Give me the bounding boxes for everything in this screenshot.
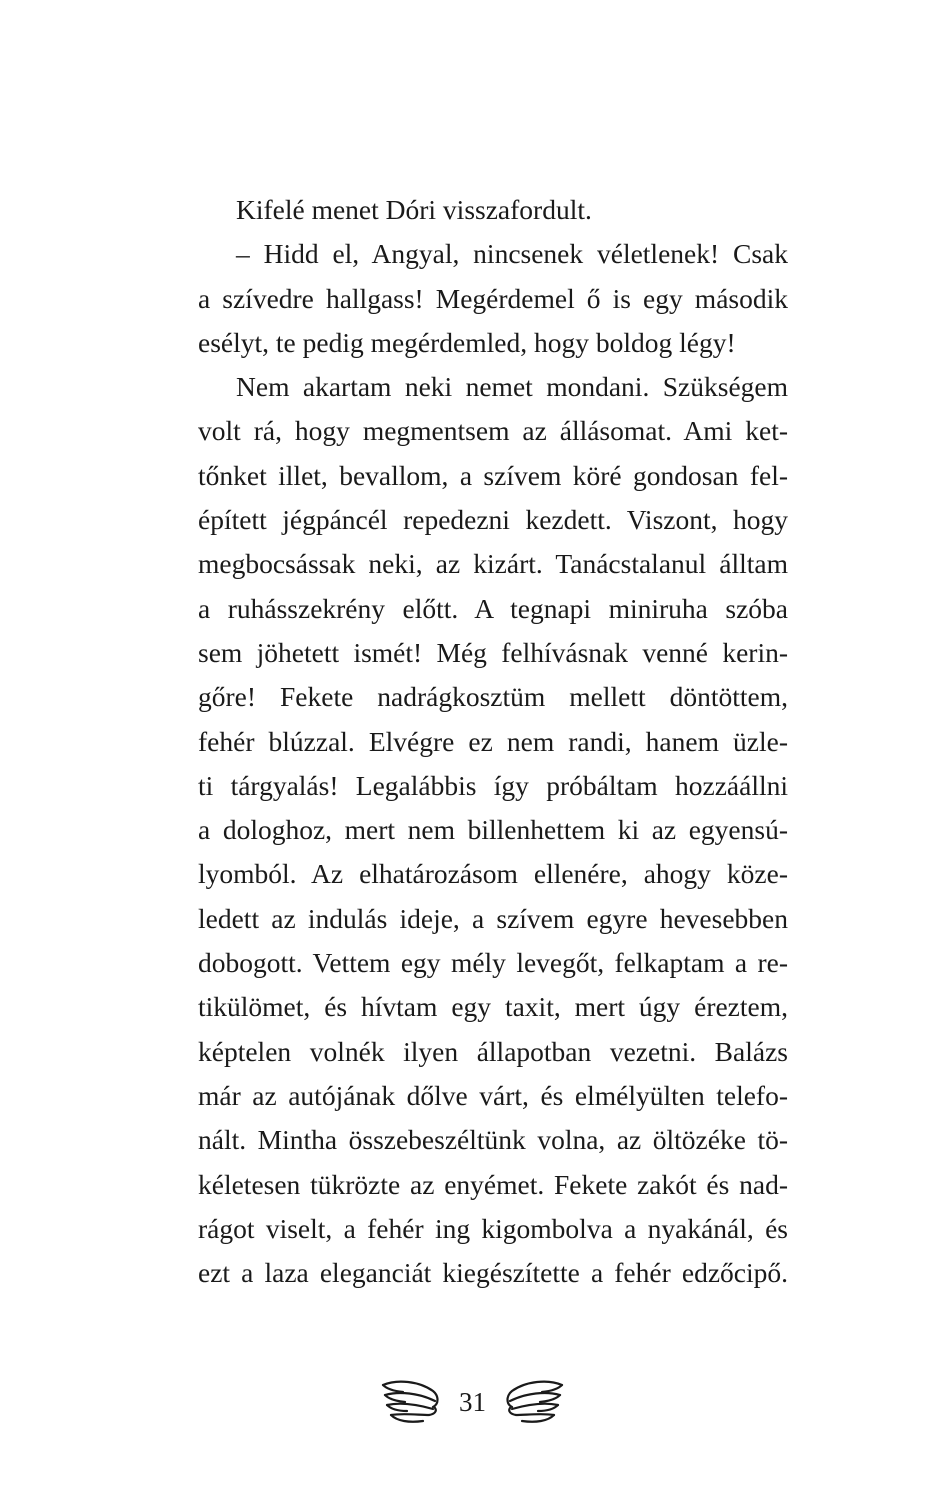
paragraph: [198, 232, 788, 365]
left-wing-icon: [379, 1377, 443, 1427]
paragraph: [198, 188, 788, 232]
page-body: [198, 188, 788, 1295]
right-wing-icon: [502, 1377, 566, 1427]
text-line: tőnket illet, bevallom, a szívem köré gondosan fel-: [198, 459, 788, 491]
page-number: 31: [459, 1386, 486, 1417]
text-line: képtelen volnék ilyen állapotban vezetni. Balázs: [198, 1035, 788, 1067]
text-line: ezt a laza eleganciát kiegészítette a fehér edzőcipő.: [198, 1257, 788, 1289]
text-line: ledett az indulás ideje, a szívem egyre hevesebben: [198, 902, 788, 934]
text-line: fehér blúzzal. Elvégre ez nem randi, hanem üzle-: [198, 725, 788, 757]
page-footer: [0, 1372, 945, 1432]
text-line: dobogott. Vettem egy mély levegőt, felkaptam a re-: [198, 947, 788, 979]
text-line: Nem akartam neki nemet mondani. Szükségem: [236, 371, 788, 403]
paragraph: [198, 365, 788, 1295]
text-line: nált. Mintha összebeszéltünk volna, az öltözéke tö-: [198, 1124, 788, 1156]
text-line: megbocsássak neki, az kizárt. Tanácstalanul álltam: [198, 548, 788, 580]
text-line: rágot viselt, a fehér ing kigombolva a nyakánál, és: [198, 1212, 788, 1244]
text-line: volt rá, hogy megmentsem az állásomat. Ami ket-: [198, 415, 788, 447]
text-line: lyomból. Az elhatározásom ellenére, ahogy köze-: [198, 858, 788, 890]
text-line: a ruhásszekrény előtt. A tegnapi miniruha szóba: [198, 592, 788, 624]
text-line: a dologhoz, mert nem billenhettem ki az egyensú-: [198, 814, 788, 846]
text-line: ti tárgyalás! Legalábbis így próbáltam hozzáállni: [198, 769, 788, 801]
text-line: – Hidd el, Angyal, nincsenek véletlenek! Csak: [236, 238, 788, 270]
text-line: gőre! Fekete nadrágkosztüm mellett döntöttem,: [198, 681, 788, 713]
text-line: a szívedre hallgass! Megérdemel ő is egy második: [198, 282, 788, 314]
text-line: sem jöhetett ismét! Még felhívásnak venné kerin-: [198, 636, 788, 668]
text-line: esélyt, te pedig megérdemled, hogy boldog légy!: [198, 326, 736, 358]
text-line: Kifelé menet Dóri visszafordult.: [236, 194, 592, 225]
text-line: épített jégpáncél repedezni kezdett. Viszont, hogy: [198, 504, 788, 536]
text-line: már az autójának dőlve várt, és elmélyülten telefo-: [198, 1079, 788, 1111]
text-line: tikülömet, és hívtam egy taxit, mert úgy éreztem,: [198, 991, 788, 1023]
text-line: kéletesen tükrözte az enyémet. Fekete zakót és nad-: [198, 1168, 788, 1200]
